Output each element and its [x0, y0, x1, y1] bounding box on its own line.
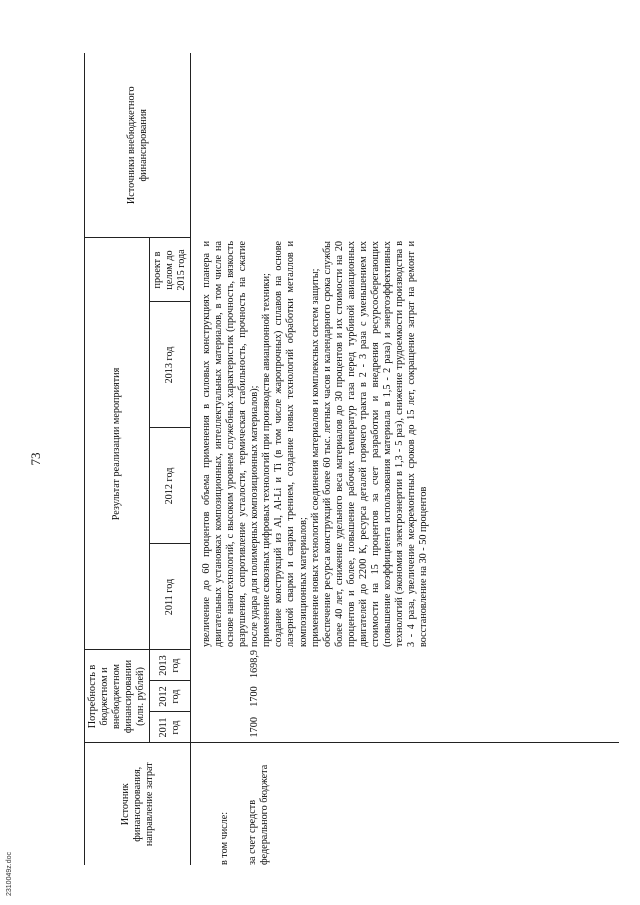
result-item: увеличение до 60 процентов объема применения в силовых конструкциях планера и двигательных установках композиционных, интеллектуальных материалов, в том числе на основе нанотехнологий, с высоким уровнем служебных характеристик (прочность, вязкость разрушения, сопротивление усталости, термическая стабильность, прочность на сжатие после удара для полимерных композиционных материалов);: [201, 240, 261, 647]
result-item: создание конструкций из Al, Al-Li и Ti (в том числе жаропрочных) сплавов на основе лазерной сварки и сварки трением, создание новых технологий обработки металлов и композиционных материалов;: [273, 240, 309, 647]
header-source: Источник финансирования, направление затрат: [85, 743, 191, 865]
value-2012-text: 1700: [249, 686, 261, 707]
header-extrabudget-sources: Источники внебюджетного финансирования: [85, 53, 191, 238]
header-result-total: проект в целом до 2015 года: [150, 238, 191, 302]
header-result-2012: 2012 год: [150, 428, 191, 544]
header-year-2013: 2013 год: [150, 650, 191, 681]
table-row: [191, 53, 619, 865]
value-2011: [191, 712, 619, 743]
header-result-2013: 2013 год: [150, 302, 191, 428]
header-result-2011: 2011 год: [150, 544, 191, 650]
table-header-row: [85, 53, 150, 865]
page-number: 73: [28, 452, 43, 466]
federal-budget-label: за счет средств федерального бюджета: [247, 764, 271, 865]
result-item: применение новых технологий соединения материалов и комплексных систем защиты;: [309, 268, 321, 647]
value-2012: [191, 681, 619, 712]
header-year-2012: 2012 год: [150, 681, 191, 712]
result-item: обеспечение ресурса конструкций более 60 тыс. летных часов и календарного срока службы более 40 лет, снижение удельного веса материалов до 30 процентов и их стоимости на 20 процентов и более, повышение рабочих температур газа перед турбиной авиационных двигателей до 2200 К, ресурса деталей горячего тракта в 2 - 3 раза с уменьшением их стоимости на 15 процентов за счет разработки и внедрения ресурсосберегающих (повышение коэффициента использования материала в 1,5 - 2 раза) и энергоэффективных технологий (экономия электроэнергии в 1,3 - 5 раз), снижение трудоемкости производства в 3 - 4 раза, увеличение межремонтных сроков до 15 лет, сокращение затрат на ремонт и восстановление на 30 - 50 процентов: [321, 240, 429, 647]
financing-table: [84, 53, 619, 865]
value-2013: [191, 650, 619, 681]
result-item: применение сквозных цифровых технологий при производстве авиационной техники;: [261, 273, 273, 647]
header-need: Потребность в бюджетном и внебюджетном финансировании (млн. рублей): [85, 650, 150, 743]
rotated-page-content: [28, 53, 620, 865]
header-year-2011: 2011 год: [150, 712, 191, 743]
footer-filename: 2310049z.doc: [6, 852, 13, 896]
value-2011-text: 1700: [249, 717, 261, 738]
extrabudget-cell: [191, 53, 619, 238]
result-description: [191, 238, 619, 650]
including-text: в том числе:: [219, 811, 231, 865]
row-including-label: [191, 743, 619, 865]
header-result: Результат реализации мероприятия: [85, 238, 150, 650]
value-2013-text: 1698,9: [249, 649, 261, 678]
